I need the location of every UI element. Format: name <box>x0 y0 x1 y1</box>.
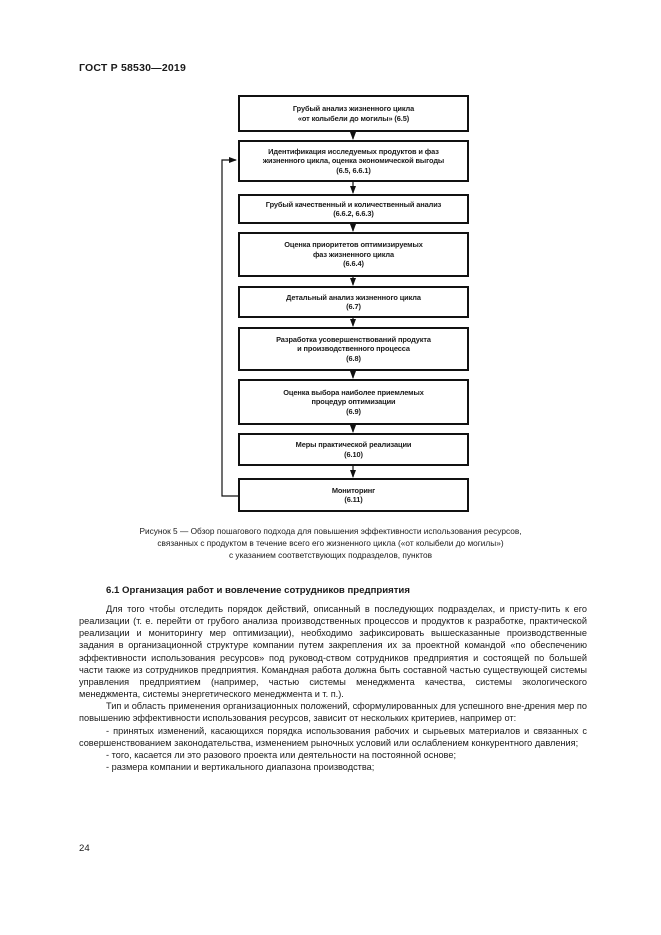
section-heading: 6.1 Организация работ и вовлечение сотрудников предприятия <box>106 585 410 596</box>
paragraph-1: Для того чтобы отследить порядок действий, описанный в последующих подразделах, и присту-пить к его реализации (т. е. перейти от грубого анализа производственных процессов и продуктов к разработке, практической реализации и мониторингу мер оптимизации), необходимо зафиксировать вышесказанные производственные задания в организационной структуре компании путем закрепления их за проектной командой «по обеспечению эффективности использования ресурсов» под руковод-ством сотрудников предприятия и состоящей по большей части также из сотрудников предприятия. Командная работа должна быть составной частью существующей системы управления предприятием (например, частью системы менеджмента качества, системы экологического менеджмента, системы энергетического менеджмента и т. п.). <box>79 604 587 700</box>
document-header: ГОСТ Р 58530—2019 <box>79 62 187 74</box>
flow-step-9 <box>238 478 469 512</box>
flow-step-7 <box>238 379 469 425</box>
flow-step-5 <box>238 286 469 318</box>
list-item-1: - принятых изменений, касающихся порядка использования рабочих и сырьевых материалов и связанных с совершенствованием законодательства, изменением рыночных условий или ослаблением конкурентного давления; <box>79 725 587 748</box>
flow-step-2-line-3: (6.5, 6.6.1) <box>336 165 371 175</box>
figure-caption <box>60 525 601 561</box>
flow-step-2-line-1: Идентификация исследуемых продуктов и фаз <box>268 146 439 156</box>
flow-step-9-line-2: (6.11) <box>344 495 363 504</box>
list-item-2: - того, касается ли это разового проекта или деятельности на постоянной основе; <box>106 749 457 760</box>
flow-step-1-line-2: «от колыбели до могилы» (6.5) <box>297 113 410 123</box>
flow-step-6 <box>238 327 469 371</box>
flow-step-6-line-2: и производственного процесса <box>297 344 410 354</box>
flow-step-4-line-1: Оценка приоритетов оптимизируемых <box>284 240 423 250</box>
flow-step-6-line-3: (6.8) <box>346 353 361 363</box>
page-number: 24 <box>79 843 90 854</box>
paragraph-2: Тип и область применения организационных положений, сформулированных для успешного вне-дрения мер по повышению эффективности использования ресурсов, зависит от нескольких критериев, например от: <box>79 701 587 724</box>
flow-step-1 <box>238 95 469 132</box>
flow-step-7-line-1: Оценка выбора наиболее приемлемых <box>283 387 424 397</box>
flow-step-2 <box>238 140 469 182</box>
flow-step-6-line-1: Разработка усовершенствований продукта <box>276 334 431 344</box>
flow-step-7-line-3: (6.9) <box>346 406 361 416</box>
flow-step-8-line-2: (6.10) <box>344 449 363 459</box>
flow-step-4-line-3: (6.6.4) <box>343 259 364 269</box>
flow-step-3 <box>238 194 469 224</box>
flow-step-1-line-1: Грубый анализ жизненного цикла <box>292 104 415 114</box>
caption-line-2: связанных с продуктом в течение всего его жизненного цикла («от колыбели до могилы») <box>157 538 504 548</box>
flow-step-3-line-1: Грубый качественный и количественный анализ <box>265 199 442 209</box>
flow-step-4 <box>238 232 469 277</box>
flow-step-7-line-2: процедур оптимизации <box>311 397 396 407</box>
flow-step-2-line-2: жизненного цикла, оценка экономической выгоды <box>262 156 445 166</box>
flow-step-4-line-2: фаз жизненного цикла <box>312 249 395 259</box>
flow-step-3-line-2: (6.6.2, 6.6.3) <box>333 209 374 218</box>
flow-step-5-line-2: (6.7) <box>346 302 361 311</box>
body-text <box>79 603 587 773</box>
flow-step-8-line-1: Меры практической реализации <box>295 440 412 450</box>
caption-line-3: с указанием соответствующих подразделов, пунктов <box>228 550 433 560</box>
feedback-loop-arrow <box>222 160 238 496</box>
list-item-3: - размера компании и вертикального диапазона производства; <box>106 762 375 773</box>
flow-step-5-line-1: Детальный анализ жизненного цикла <box>286 292 421 302</box>
flow-step-8 <box>238 433 469 466</box>
flow-step-9-line-1: Мониторинг <box>331 485 376 495</box>
caption-line-1: Рисунок 5 — Обзор пошагового подхода для повышения эффективности использования ресурсов, <box>139 526 522 536</box>
